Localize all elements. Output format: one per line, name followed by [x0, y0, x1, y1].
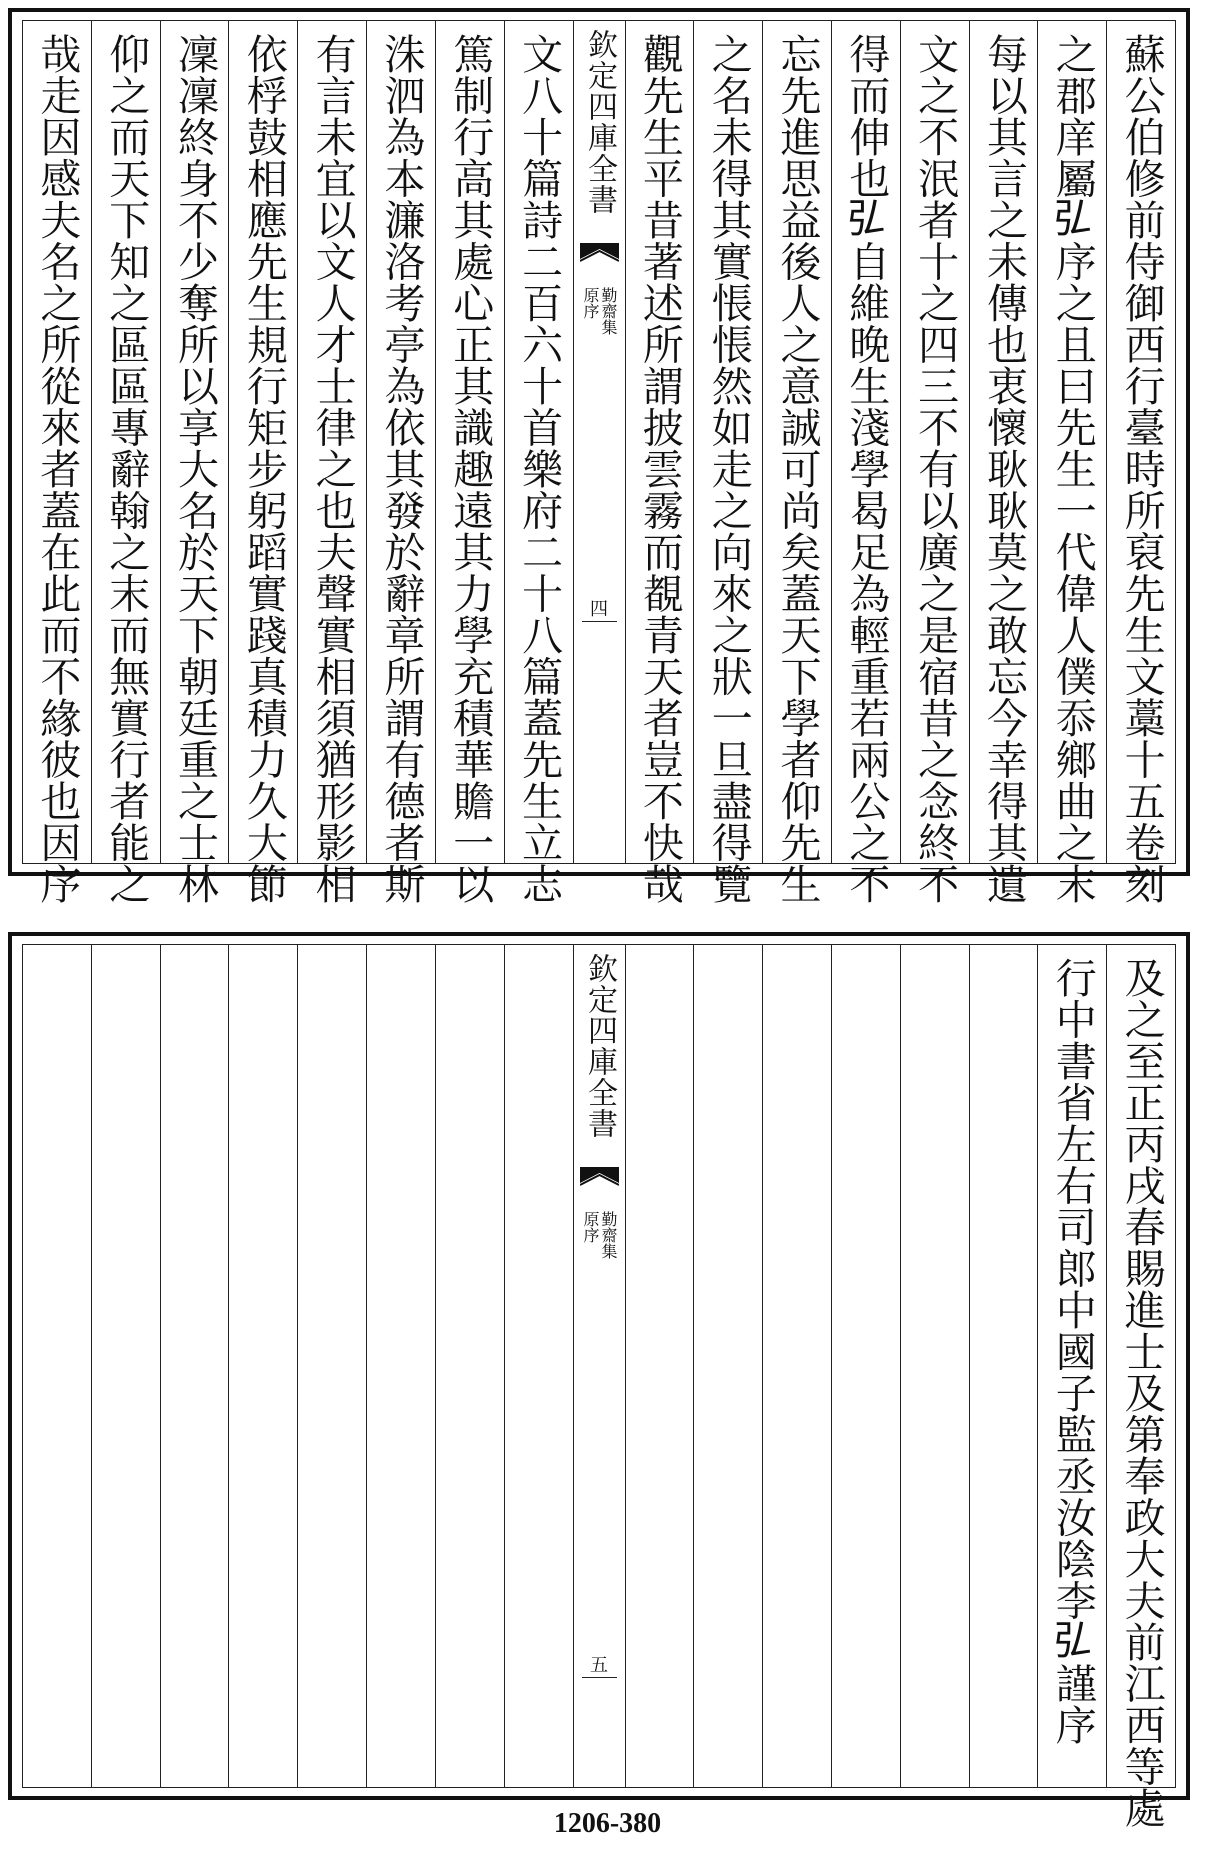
empty-column [160, 945, 229, 1787]
collection-name: 勤齋集 [599, 1211, 618, 1259]
text-column: 仰之而天下知之區區專辭翰之末而無實行者能之 [91, 21, 160, 863]
text-column: 每以其言之未傳也衷懷耿耿莫之敢忘今幸得其遺 [969, 21, 1038, 863]
text-column: 文八十篇詩二百六十首樂府二十八篇蓋先生立志 [504, 21, 573, 863]
empty-column [900, 945, 969, 1787]
empty-column [831, 945, 900, 1787]
divider-line [582, 1677, 617, 1678]
text-column: 依桴鼓相應先生規行矩步躬蹈實踐真積力久大節 [228, 21, 297, 863]
empty-column [228, 945, 297, 1787]
empty-column [435, 945, 504, 1787]
text-column: 忘先進思益後人之意誠可尚矣蓋天下學者仰先生 [762, 21, 831, 863]
section-name: 原序 [581, 287, 600, 319]
catalog-number: 1206-380 [553, 1808, 662, 1839]
center-fold [573, 945, 625, 1787]
text-column: 凜凜終身不少奪所以享大名於天下朝廷重之士林 [160, 21, 229, 863]
text-column: 洙泗為本濂洛考亭為依其發於辭章所謂有德者斯 [366, 21, 435, 863]
empty-column [297, 945, 366, 1787]
text-column: 得而伸也𢎞自維晚生淺學曷足為輕重若兩公之不 [831, 21, 900, 863]
text-column: 觀先生平昔著述所謂披雲霧而覩青天者豈不快哉 [625, 21, 694, 863]
top-page [8, 8, 1190, 905]
empty-column [625, 945, 694, 1787]
fish-tail-mark [580, 1167, 619, 1197]
book-title: 欽定四庫全書 [582, 29, 617, 215]
top-page-columns [22, 20, 1176, 905]
section-label [582, 1211, 616, 1259]
page-number: 五 [590, 1655, 608, 1676]
page-number: 四 [590, 599, 608, 620]
section-label [582, 287, 616, 335]
empty-column [969, 945, 1038, 1787]
text-column: 篤制行高其處心正其識趣遠其力學充積華贍一以 [435, 21, 504, 863]
empty-column [693, 945, 762, 1787]
text-column: 行中書省左右司郎中國子監丞汝陰李𢎞謹序 [1037, 945, 1106, 1787]
text-column: 之名未得其實悵悵然如走之向來之狀一旦盡得覽 [693, 21, 762, 863]
empty-column [91, 945, 160, 1787]
text-column: 文之不泯者十之四三不有以廣之是宿昔之念終不 [900, 21, 969, 863]
empty-column [23, 945, 91, 1787]
text-column: 有言未宜以文人才士律之也夫聲實相須猶形影相 [297, 21, 366, 863]
divider-line [582, 621, 617, 622]
center-fold [573, 21, 625, 863]
empty-column [504, 945, 573, 1787]
empty-column [762, 945, 831, 1787]
collection-name: 勤齋集 [599, 287, 618, 335]
text-column: 哉走因感夫名之所從來者蓋在此而不緣彼也因序 [33, 33, 82, 905]
text-column: 之郡庠屬𢎞序之且曰先生一代偉人僕忝鄉曲之末 [1037, 21, 1106, 863]
text-column: 蘇公伯修前侍御西行臺時所裒先生文藁十五卷刻 [1106, 21, 1175, 863]
fish-tail-mark [580, 243, 619, 273]
section-name: 原序 [581, 1211, 600, 1243]
text-column: 及之至正丙戌春賜進士及第奉政大夫前江西等處 [1106, 945, 1175, 1787]
book-title: 欽定四庫全書 [582, 953, 617, 1139]
empty-column [366, 945, 435, 1787]
